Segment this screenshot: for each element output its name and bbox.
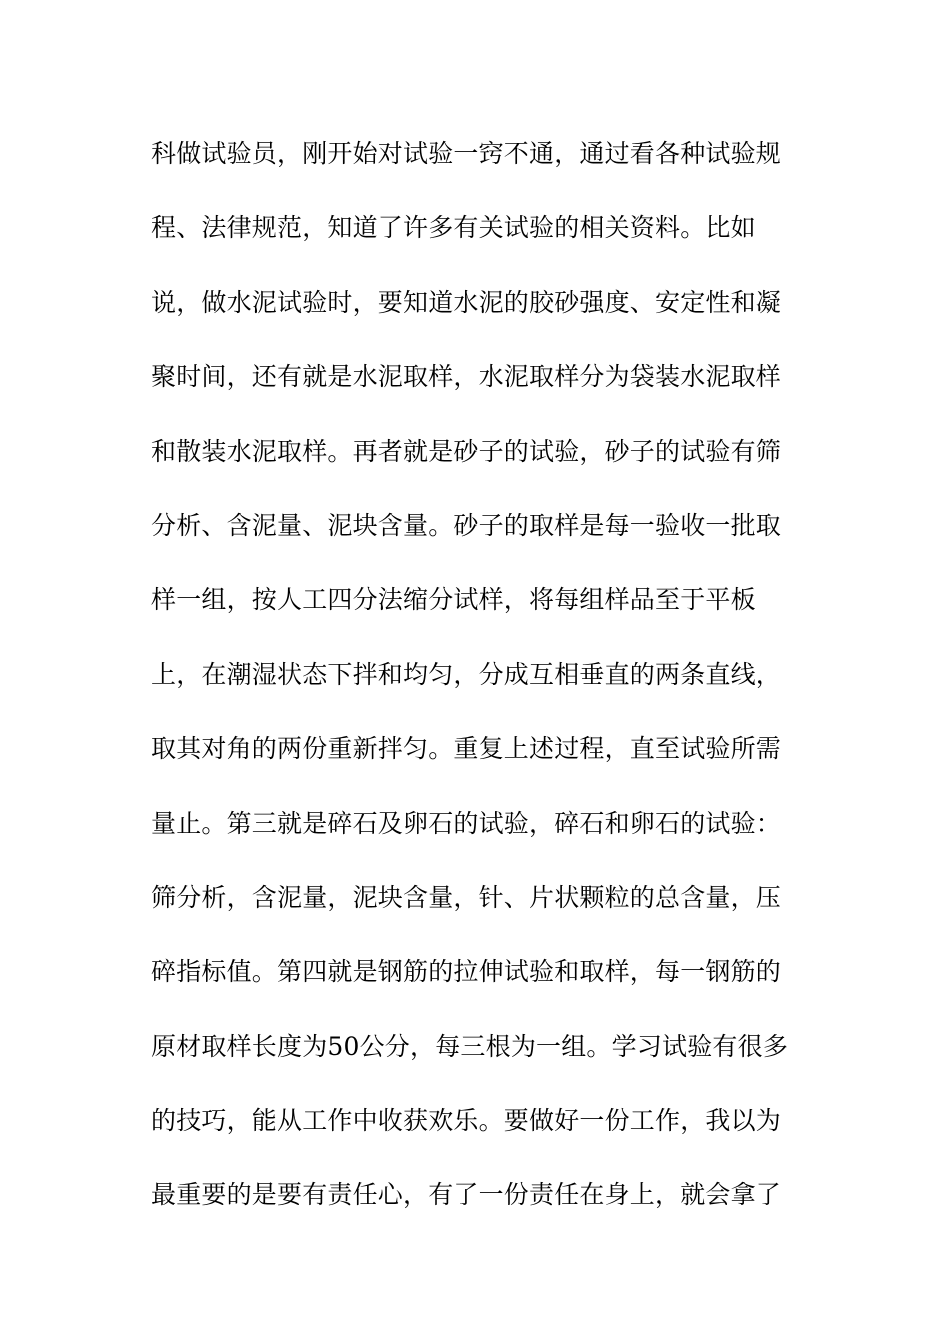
- text-line-13: 原材取样长度为50公分，每三根为一组。学习试验有很多: [151, 1031, 789, 1061]
- text-line-9: 取其对角的两份重新拌匀。重复上述过程，直至试验所需: [151, 734, 782, 764]
- text-line-3: 说，做水泥试验时，要知道水泥的胶砂强度、安定性和凝: [151, 287, 782, 317]
- text-line-15: 最重要的是要有责任心，有了一份责任在身上，就会拿了: [151, 1180, 782, 1210]
- text-line-7: 样一组，按人工四分法缩分试样，将每组样品至于平板: [151, 585, 756, 615]
- text-line-4: 聚时间，还有就是水泥取样，水泥取样分为袋装水泥取样: [151, 362, 782, 392]
- text-line-8: 上，在潮湿状态下拌和均匀，分成互相垂直的两条直线，: [151, 659, 782, 689]
- text-line-10: 量止。第三就是碎石及卵石的试验，碎石和卵石的试验：: [151, 808, 782, 838]
- text-line-5: 和散装水泥取样。再者就是砂子的试验，砂子的试验有筛: [151, 436, 782, 466]
- text-line-6: 分析、含泥量、泥块含量。砂子的取样是每一验收一批取: [151, 510, 782, 540]
- text-line-12: 碎指标值。第四就是钢筋的拉伸试验和取样，每一钢筋的: [151, 957, 782, 987]
- text-line-1: 科做试验员，刚开始对试验一窍不通，通过看各种试验规: [151, 139, 782, 168]
- text-line-2: 程、法律规范，知道了许多有关试验的相关资料。比如: [151, 213, 756, 243]
- body-text: [151, 128, 811, 1244]
- text-line-11: 筛分析，含泥量，泥块含量，针、片状颗粒的总含量，压: [151, 882, 782, 912]
- text-line-14: 的技巧，能从工作中收获欢乐。要做好一份工作，我以为: [151, 1106, 782, 1136]
